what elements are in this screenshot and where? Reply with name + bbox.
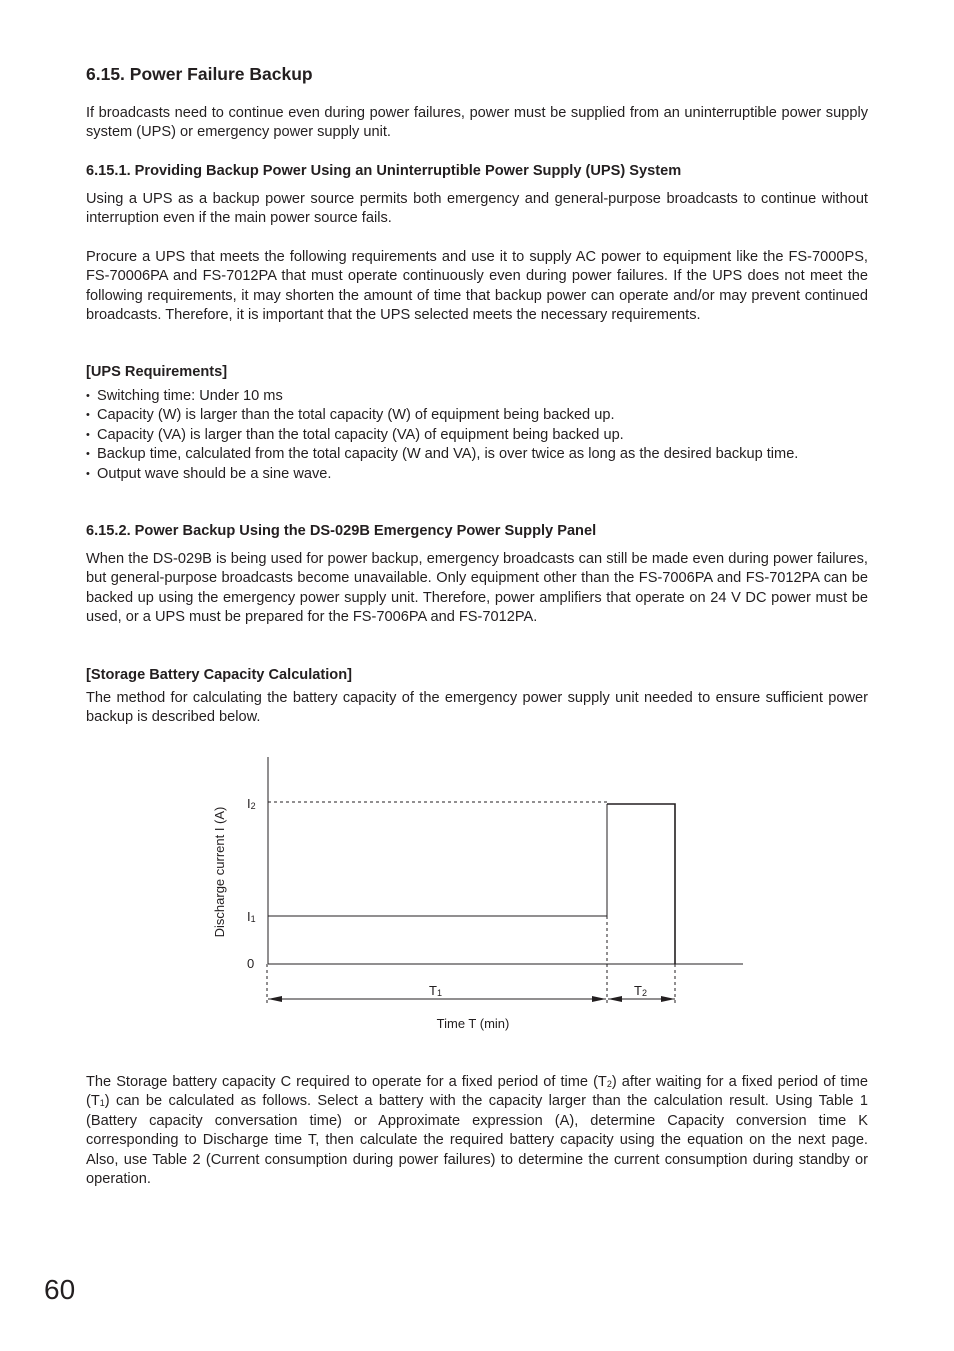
subsection2-para1-block — [86, 550, 868, 628]
calc-para: The method for calculating the battery capacity of the emergency power supply unit needed to ensure sufficient power backup is described below. — [86, 690, 868, 726]
closing-sub-1: 2 — [606, 1079, 612, 1089]
i1-level-line — [268, 804, 607, 916]
calc-para-block — [86, 689, 868, 728]
list-item: • Switching time: Under 10 ms — [86, 387, 868, 406]
t1-arrow-left — [268, 996, 282, 1002]
subsection1-para2: Procure a UPS that meets the following requirements and use it to supply AC power to equipment like the FS-7000PS, FS-70006PA and FS-7012PA that must operate continuously even during power failures. If the UPS does not meet the following requirements, it may shorten the amount of time that backup power can operate and/or may prevent continued broadcasts. Therefore, it is important that the UPS selected meets the necessary requirements. — [86, 249, 868, 324]
page-number: 60 — [44, 1274, 76, 1305]
section-intro-block — [86, 104, 868, 143]
ups-requirements-list — [86, 387, 868, 484]
ups-requirements-list-block — [86, 387, 868, 484]
subsection1-title-block — [86, 163, 868, 179]
y-tick-i1-main: I — [247, 909, 251, 924]
subsection1-para1: Using a UPS as a backup power source permits both emergency and general-purpose broadcasts to continue without interruption even if the main power source fails. — [86, 191, 868, 227]
subsection1-para2-block — [86, 248, 868, 326]
closing-para — [86, 1073, 868, 1189]
calc-heading: [Storage Battery Capacity Calculation] — [86, 667, 352, 683]
subsection2-title: 6.15.2. Power Backup Using the DS-029B Emergency Power Supply Panel — [86, 523, 597, 539]
t2-label-main: T — [634, 983, 642, 998]
y-tick-i2-main: I — [247, 796, 251, 811]
i2-level-line — [607, 804, 675, 964]
subsection2-title-block — [86, 523, 868, 539]
list-item: • Backup time, calculated from the total capacity (W and VA), is over twice as long as the desired backup time. — [86, 445, 868, 464]
t1-arrow-right — [592, 996, 606, 1002]
subsection2-para1: When the DS-029B is being used for power backup, emergency broadcasts can still be made even during power failures, but general-purpose broadcasts become unavailable. Only equipment other than the FS-7006PA and FS-7012PA can be backed up using the emergency power supply unit. Therefore, power amplifiers that operate on 24 V DC power must be used, or a UPS must be prepared for the FS-7006PA and FS-7012PA. — [86, 551, 868, 626]
y-tick-i1-sub: 1 — [250, 914, 256, 924]
t2-arrow-left — [608, 996, 622, 1002]
y-tick-zero: 0 — [247, 956, 255, 971]
list-item: • Capacity (W) is larger than the total capacity (W) of equipment being backed up. — [86, 406, 868, 425]
t1-label-main: T — [429, 983, 437, 998]
t1-label — [429, 983, 442, 998]
closing-text-1: The Storage battery capacity C required to operate for a fixed period of time (T — [86, 1074, 607, 1090]
closing-text-2: ) after waiting for a fixed period of time (T — [86, 1074, 869, 1110]
closing-text-3: ) can be calculated as follows. Select a battery with the capacity larger than the calculation result. Using Table 1 (Battery capacity conversation time) or Approximate expression (A), determine Capacity conversion time K corresponding to Discharge time T, then calculate the required battery capacity using the equation on the next page. Also, use Table 2 (Current consumption during power failures) to determine the current consumption during standby or operation. — [86, 1093, 868, 1188]
t2-arrow-right — [661, 996, 675, 1002]
y-tick-i2 — [247, 796, 256, 811]
subsection1-para1-block — [86, 190, 868, 229]
list-item: • Capacity (VA) is larger than the total capacity (VA) of equipment being backed up. — [86, 426, 868, 445]
section-intro: If broadcasts need to continue even during power failures, power must be supplied from an uninterruptible power supply system (UPS) or emergency power supply unit. — [86, 105, 868, 141]
y-tick-i1 — [247, 909, 256, 924]
section-title: 6.15. Power Failure Backup — [86, 64, 313, 84]
x-axis-title: Time T (min) — [436, 1016, 510, 1031]
closing-sub-2: 1 — [99, 1098, 105, 1109]
subsection1-title: 6.15.1. Providing Backup Power Using an Uninterruptible Power Supply (UPS) System — [86, 163, 682, 179]
ups-requirements-heading-block — [86, 364, 868, 380]
y-tick-i2-sub: 2 — [250, 801, 256, 811]
calc-heading-block — [86, 667, 868, 683]
t2-label — [634, 983, 647, 998]
closing-para-block — [86, 1073, 868, 1189]
t2-label-sub: 2 — [641, 988, 647, 998]
ups-requirements-heading: [UPS Requirements] — [86, 364, 228, 380]
y-axis-title: Discharge current I (A) — [212, 806, 227, 938]
list-item: • Output wave should be a sine wave. — [86, 465, 868, 484]
t1-label-sub: 1 — [436, 988, 442, 998]
